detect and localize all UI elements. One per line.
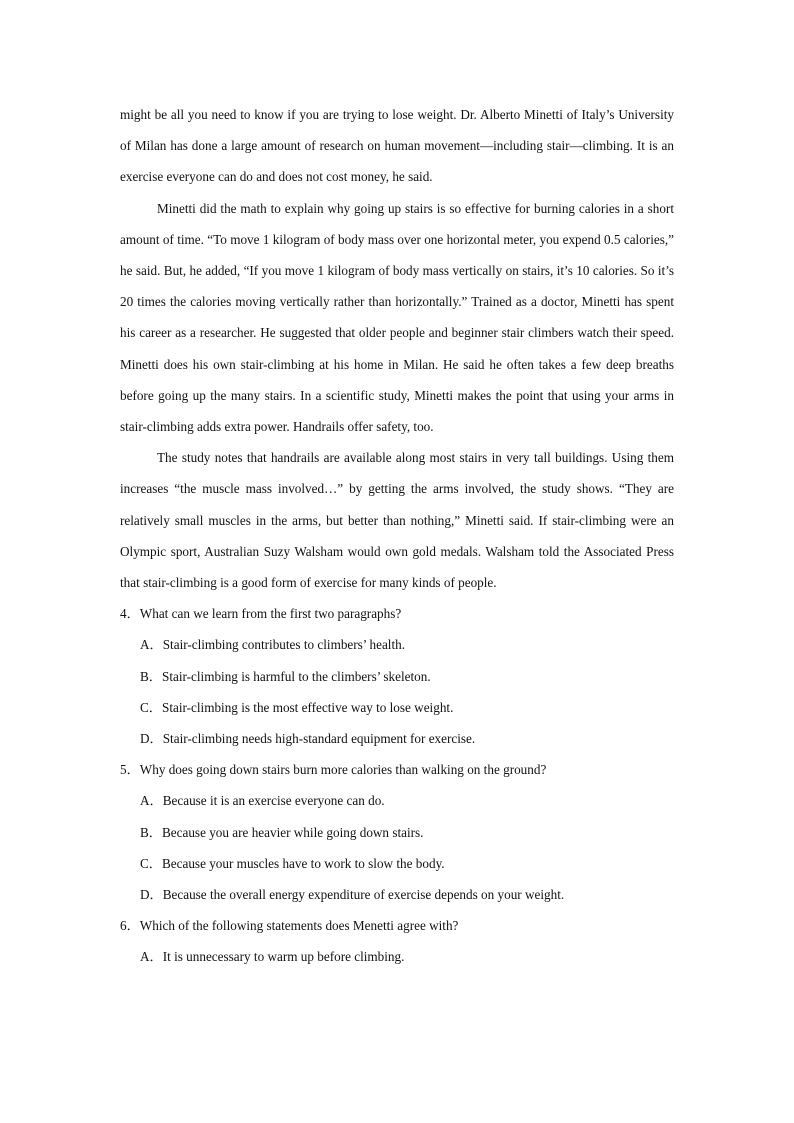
option-text: Because your muscles have to work to slow the body. — [161, 855, 445, 871]
question-4 — [120, 598, 674, 754]
question-text: What can we learn from the first two paragraphs? — [139, 606, 402, 622]
question-stem — [120, 910, 674, 941]
option-label: C． — [140, 699, 162, 715]
option-text: Because it is an exercise everyone can do. — [162, 793, 385, 809]
option-text: It is unnecessary to warm up before climbing. — [162, 949, 405, 965]
question-text: Why does going down stairs burn more calories than walking on the ground? — [139, 762, 547, 778]
option-text: Stair-climbing contributes to climbers’ health. — [162, 637, 406, 653]
option-text: Stair-climbing needs high-standard equipment for exercise. — [162, 731, 476, 747]
question-5 — [120, 754, 674, 910]
option-label: A． — [140, 637, 163, 653]
option-b[interactable] — [120, 817, 674, 848]
option-label: A． — [140, 793, 163, 809]
option-label: A． — [140, 949, 163, 965]
option-label: B． — [140, 824, 162, 840]
option-d[interactable] — [120, 879, 674, 910]
option-a[interactable] — [120, 785, 674, 816]
question-number: 4． — [120, 606, 140, 622]
option-label: C． — [140, 855, 162, 871]
option-a[interactable] — [120, 941, 674, 972]
question-stem — [120, 598, 674, 629]
option-label: D． — [140, 887, 163, 903]
option-b[interactable] — [120, 661, 674, 692]
document-page — [120, 99, 674, 973]
question-number: 6． — [120, 918, 140, 934]
option-a[interactable] — [120, 629, 674, 660]
passage-paragraph-1: might be all you need to know if you are trying to lose weight. Dr. Alberto Minetti of Italy’s University of Milan has done a large amount of research on human movement—including stair—climbing. It is an exercise everyone can do and does not cost money, he said. — [120, 107, 674, 185]
option-text: Stair-climbing is the most effective way to lose weight. — [161, 699, 454, 715]
question-number: 5． — [120, 762, 140, 778]
option-c[interactable] — [120, 848, 674, 879]
option-d[interactable] — [120, 723, 674, 754]
option-text: Because the overall energy expenditure of exercise depends on your weight. — [162, 887, 565, 903]
passage-paragraph-3: The study notes that handrails are available along most stairs in very tall buildings. Using them increases “the muscle mass involved…” by getting the arms involved, the study shows. “They are relatively small muscles in the arms, but better than nothing,” Minetti said. If stair-climbing were an Olympic sport, Australian Suzy Walsham would own gold medals. Walsham told the Associated Press that stair-climbing is a good form of exercise for many kinds of people. — [120, 450, 674, 591]
question-6 — [120, 910, 674, 972]
passage-paragraph-2: Minetti did the math to explain why going up stairs is so effective for burning calories in a short amount of time. “To move 1 kilogram of body mass over one horizontal meter, you expend 0.5 calories,” he said. But, he added, “If you move 1 kilogram of body mass vertically on stairs, it’s 10 calories. So it’s 20 times the calories moving vertically rather than horizontally.” Trained as a doctor, Minetti has spent his career as a researcher. He suggested that older people and beginner stair climbers watch their speed. Minetti does his own stair-climbing at his home in Milan. He said he often takes a few deep breaths before going up the many stairs. In a scientific study, Minetti makes the point that using your arms in stair-climbing adds extra power. Handrails offer safety, too. — [120, 200, 674, 435]
option-label: B． — [140, 668, 162, 684]
option-label: D． — [140, 731, 163, 747]
option-text: Because you are heavier while going down stairs. — [161, 824, 424, 840]
option-text: Stair-climbing is harmful to the climbers’ skeleton. — [161, 668, 431, 684]
option-c[interactable] — [120, 692, 674, 723]
question-stem — [120, 754, 674, 785]
question-text: Which of the following statements does Menetti agree with? — [139, 918, 459, 934]
